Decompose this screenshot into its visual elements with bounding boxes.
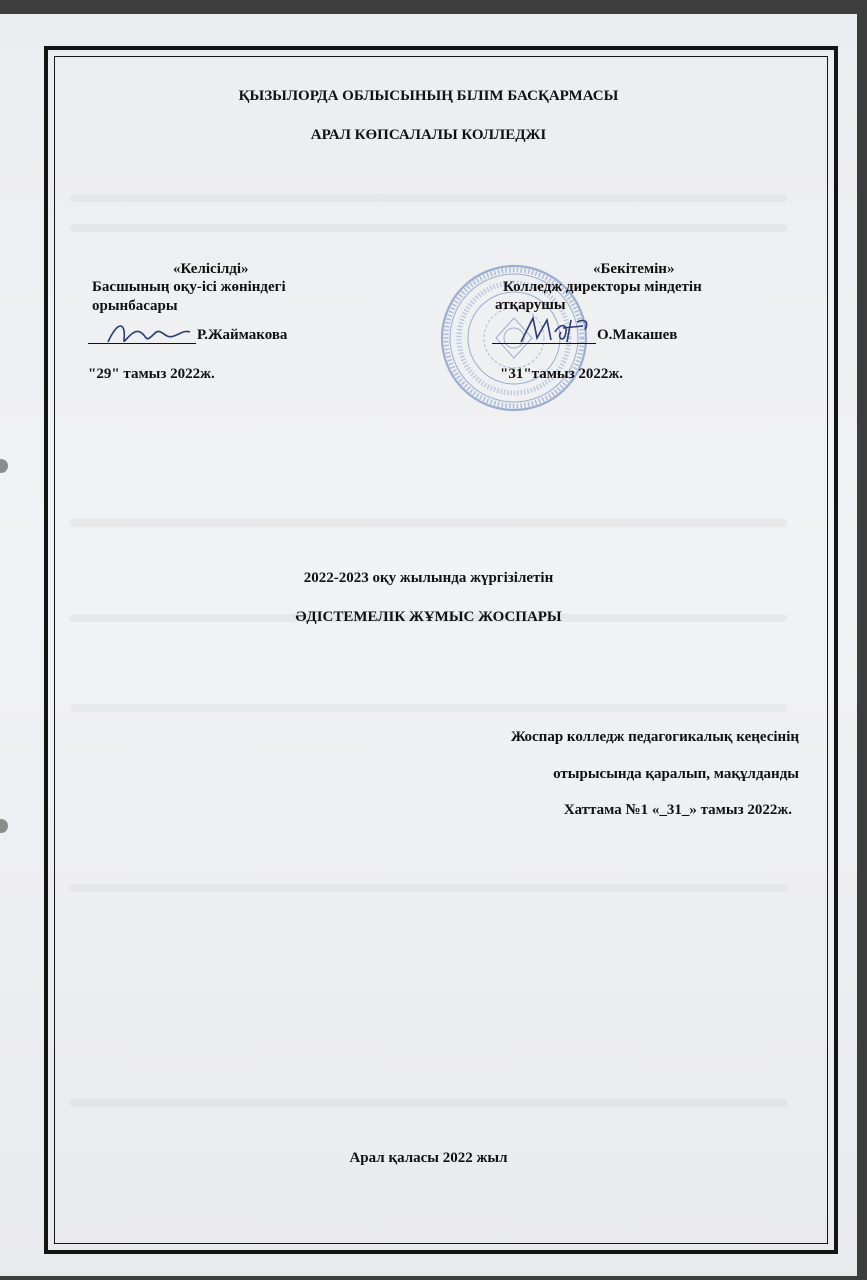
page-border-inner <box>54 56 828 1244</box>
director-signature <box>515 312 595 348</box>
approve-date: "31"тамыз 2022ж. <box>500 366 624 382</box>
agreed-date: "29" тамыз 2022ж. <box>88 366 215 382</box>
header-line-1: ҚЫЗЫЛОРДА ОБЛЫСЫНЫҢ БІЛІМ БАСҚАРМАСЫ <box>238 88 619 104</box>
deputy-signature <box>104 316 194 350</box>
document-title: ӘДІСТЕМЕЛІК ЖҰМЫС ЖОСПАРЫ <box>295 609 562 625</box>
punch-hole <box>0 459 8 473</box>
council-note-line-1: Жоспар колледж педагогикалық кеңесінің <box>510 729 799 745</box>
header-line-2: АРАЛ КӨПСАЛАЛЫ КОЛЛЕДЖІ <box>310 127 547 143</box>
agreed-title: «Келісілді» <box>173 261 249 277</box>
director-position-line-1: Колледж директоры міндетін <box>503 279 702 295</box>
deputy-position-line-1: Басшының оқу-ісі жөніндегі <box>92 279 286 295</box>
punch-hole <box>0 819 8 833</box>
document-subtitle: 2022-2023 оқу жылында жүргізілетін <box>303 570 554 586</box>
director-name: О.Макашев <box>597 327 678 343</box>
director-position-line-2: атқарушы <box>495 297 566 313</box>
council-note-line-2: отырысында қаралып, мақұлданды <box>553 766 799 782</box>
deputy-position-line-2: орынбасары <box>92 298 178 314</box>
protocol-line: Хаттама №1 «_31_» тамыз 2022ж. <box>563 802 792 818</box>
approve-title: «Бекітемін» <box>593 261 675 277</box>
document-page <box>0 14 857 1276</box>
deputy-name: Р.Жаймакова <box>197 327 288 343</box>
place-and-year: Арал қаласы 2022 жыл <box>349 1150 508 1166</box>
